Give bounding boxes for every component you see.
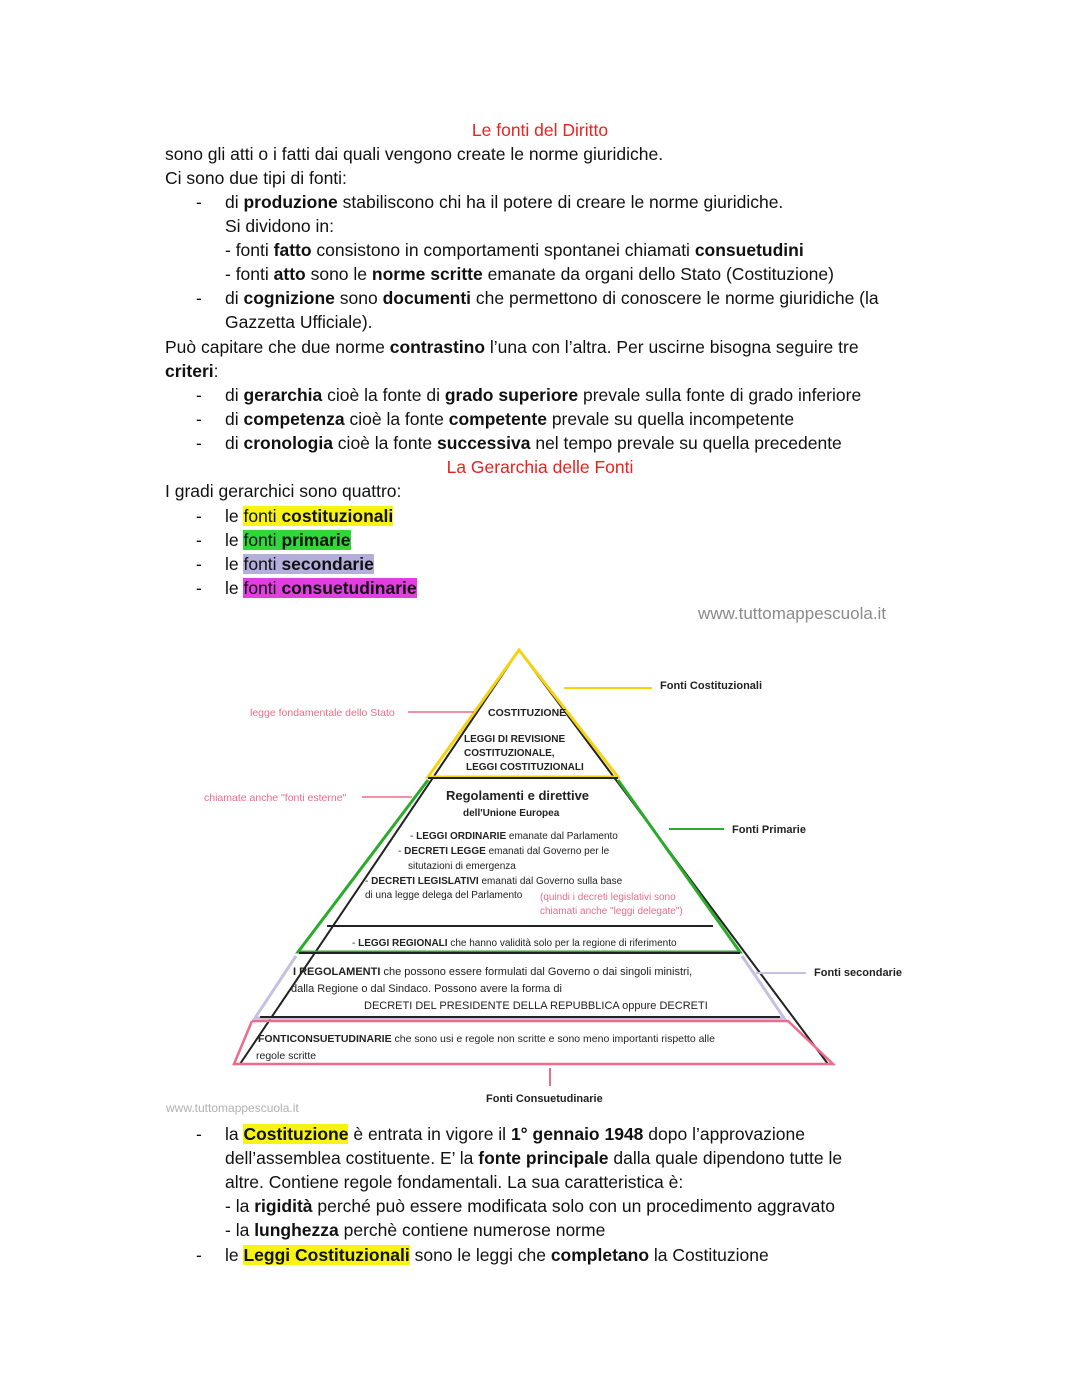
decreti-legge-line2: situtazioni di emergenza	[408, 861, 516, 872]
label-fonti-secondarie: Fonti secondarie	[814, 967, 903, 979]
regolamenti-line2: dalla Regione o dal Sindaco. Possono avere la forma di	[291, 983, 562, 995]
pyramid-diagram	[0, 595, 1080, 1120]
grado-secondarie: le fonti secondarie	[225, 554, 374, 574]
bullet-dash: -	[196, 192, 202, 212]
criterio-competenza: di competenza cioè la fonte competente prevale su quella incompetente	[225, 409, 795, 429]
bullet-dash: -	[196, 1245, 202, 1265]
grado-primarie: le fonti primarie	[225, 530, 351, 550]
regolamenti-line3: DECRETI DEL PRESIDENTE DELLA REPUBBLICA oppure DECRETI	[364, 1000, 708, 1012]
ue-line1: Regolamenti e direttive	[446, 788, 590, 803]
fonti-atto-text: - fonti atto sono le norme scritte emanate da organi dello Stato (Costituzione)	[225, 264, 834, 284]
leggi-regionali-text: - LEGGI REGIONALI che hanno validità solo per la regione di riferimento	[352, 938, 677, 949]
note-fonti-esterne: chiamate anche "fonti esterne"	[204, 792, 347, 804]
costituzione-label: COSTITUZIONE	[488, 707, 567, 719]
decreti-legge-text: - DECRETI LEGGE emanati dal Governo per le	[398, 846, 610, 857]
leggi-delegate-note1: (quindi i decreti legislativi sono	[540, 892, 676, 903]
watermark-bottom: www.tuttomappescuola.it	[166, 1101, 299, 1115]
cognizione-item: di cognizione sono documenti che permettono di conoscere le norme giuridiche (la	[225, 288, 879, 308]
leggi-costituzionali-item: le Leggi Costituzionali sono le leggi che completano la Costituzione	[225, 1245, 769, 1265]
two-types-text: Ci sono due tipi di fonti:	[165, 168, 347, 188]
page-title: Le fonti del Diritto	[471, 120, 609, 140]
bullet-dash: -	[196, 385, 202, 405]
bullet-dash: -	[196, 1124, 202, 1144]
produzione-item: di produzione stabiliscono chi ha il potere di creare le norme giuridiche.	[225, 192, 784, 212]
decreti-legislativi-line2: di una legge delega del Parlamento	[365, 890, 523, 901]
leggi-ordinarie-text: - LEGGI ORDINARIE emanate dal Parlamento	[410, 831, 618, 842]
bullet-dash: -	[196, 288, 202, 308]
criterio-cronologia: di cronologia cioè la fonte successiva nel tempo prevale su quella precedente	[225, 433, 842, 453]
ue-line2: dell'Unione Europea	[463, 808, 560, 819]
costituzione-item: la Costituzione è entrata in vigore il 1° gennaio 1948 dopo l’approvazione	[225, 1124, 805, 1144]
note-legge-fondamentale: legge fondamentale dello Stato	[250, 707, 395, 719]
regolamenti-text: I REGOLAMENTI che possono essere formulati dal Governo o dai singoli ministri,	[293, 966, 693, 978]
criteri-text: criteri:	[165, 361, 219, 381]
watermark-top: www.tuttomappescuola.it	[698, 604, 887, 623]
bullet-dash: -	[196, 433, 202, 453]
criterio-gerarchia: di gerarchia cioè la fonte di grado superiore prevale sulla fonte di grado inferiore	[225, 385, 862, 405]
consuetudinarie-line2: regole scritte	[256, 1050, 317, 1062]
costituzione-line2: dell’assemblea costituente. E’ la fonte principale dalla quale dipendono tutte le	[225, 1148, 843, 1168]
revisione-line2: COSTITUZIONALE,	[464, 748, 555, 759]
lunghezza-text: - la lunghezza perchè contiene numerose norme	[225, 1220, 606, 1240]
grado-costituzionali: le fonti costituzionali	[225, 506, 394, 526]
label-fonti-consuetudinarie: Fonti Consuetudinarie	[486, 1093, 603, 1105]
bullet-dash: -	[196, 530, 202, 550]
consuetudinarie-text: FONTICONSUETUDINARIE che sono usi e regole non scritte e sono meno importanti rispetto alle	[258, 1033, 715, 1045]
rigidita-text: - la rigidità perché può essere modificata solo con un procedimento aggravato	[225, 1196, 835, 1216]
gradi-intro: I gradi gerarchici sono quattro:	[165, 481, 402, 501]
grado-consuetudinarie: le fonti consuetudinarie	[225, 578, 417, 598]
costituzione-line3: altre. Contiene regole fondamentali. La sua caratteristica è:	[225, 1172, 684, 1192]
split-text: Si dividono in:	[225, 216, 334, 236]
bullet-dash: -	[196, 554, 202, 574]
definition-text: sono gli atti o i fatti dai quali vengono create le norme giuridiche.	[165, 144, 664, 164]
bullet-dash: -	[196, 578, 202, 598]
revisione-line1: LEGGI DI REVISIONE	[464, 734, 566, 745]
contrasto-text: Può capitare che due norme contrastino l’una con l’altra. Per uscirne bisogna seguire tre	[165, 337, 859, 357]
label-fonti-primarie: Fonti Primarie	[732, 824, 806, 836]
leggi-delegate-note2: chiamati anche "leggi delegate")	[540, 906, 683, 917]
cognizione-line2: Gazzetta Ufficiale).	[225, 312, 373, 332]
decreti-legislativi-text: - DECRETI LEGISLATIVI emanati dal Governo sulla base	[365, 876, 623, 887]
label-fonti-costituzionali: Fonti Costituzionali	[660, 680, 763, 692]
revisione-line3: LEGGI COSTITUZIONALI	[466, 762, 584, 773]
fonti-fatto-text: - fonti fatto consistono in comportamenti spontanei chiamati consuetudini	[225, 240, 804, 260]
bullet-dash: -	[196, 506, 202, 526]
gerarchia-title: La Gerarchia delle Fonti	[446, 457, 634, 477]
bullet-dash: -	[196, 409, 202, 429]
